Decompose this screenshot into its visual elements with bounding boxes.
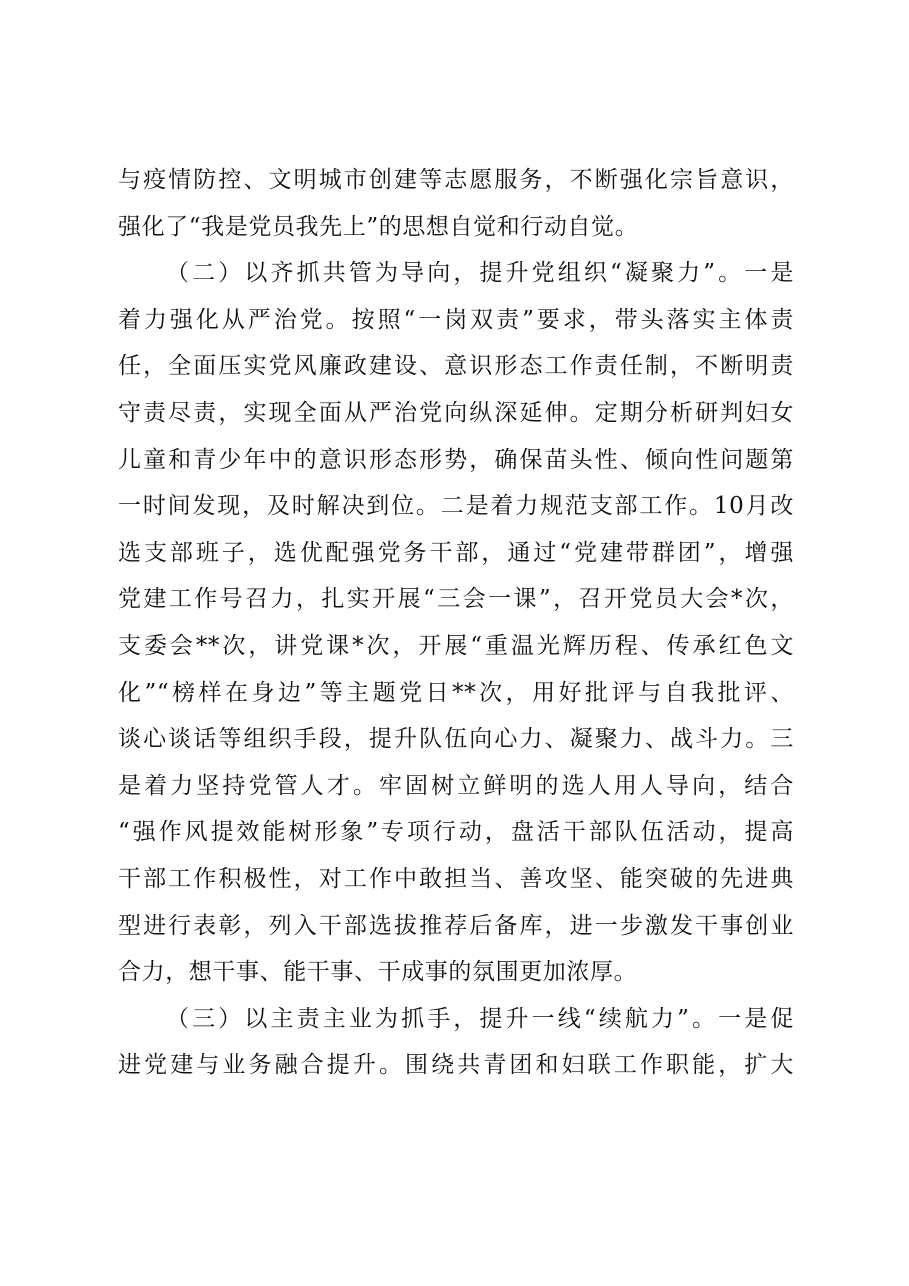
section-heading-line: （二）以齐抓共管为导向，提升党组织“凝聚力”。一是: [166, 260, 794, 287]
text-line: 支委会**次，讲党课*次，开展“重温光辉历程、传承红色文: [118, 632, 794, 659]
text-line: 干部工作积极性，对工作中敢担当、善攻坚、能突破的先进典: [118, 865, 794, 892]
text-line: 着力强化从严治党。按照“一岗双责”要求，带头落实主体责: [118, 306, 794, 333]
text-line: 党建工作号召力，扎实开展“三会一课”，召开党员大会*次，: [118, 586, 794, 613]
document-body: [118, 157, 794, 1089]
text-line: 一时间发现，及时解决到位。二是着力规范支部工作。10月改: [118, 493, 794, 520]
text-line: 选支部班子，选优配强党务干部，通过“党建带群团”，增强: [118, 539, 794, 566]
text-line: 与疫情防控、文明城市创建等志愿服务，不断强化宗旨意识，: [118, 167, 794, 193]
text-line: 任，全面压实党风廉政建设、意识形态工作责任制，不断明责: [118, 353, 794, 380]
text-line: 谈心谈话等组织手段，提升队伍向心力、凝聚力、战斗力。三: [118, 726, 794, 753]
text-line: 守责尽责，实现全面从严治党向纵深延伸。定期分析研判妇女: [118, 399, 794, 426]
text-line: 儿童和青少年中的意识形态形势，确保苗头性、倾向性问题第: [118, 446, 794, 473]
text-line: 是着力坚持党管人才。牢固树立鲜明的选人用人导向，结合: [118, 772, 794, 799]
text-line: 合力，想干事、能干事、干成事的氛围更加浓厚。: [118, 959, 638, 986]
text-line: 强化了“我是党员我先上”的思想自觉和行动自觉。: [118, 213, 639, 240]
text-line: “强作风提效能树形象”专项行动，盘活干部队伍活动，提高: [118, 819, 794, 846]
text-line: 进党建与业务融合提升。围绕共青团和妇联工作职能，扩大: [118, 1052, 794, 1079]
section-heading-line: （三）以主责主业为抓手，提升一线“续航力”。一是促: [166, 1005, 794, 1032]
text-line: 型进行表彰，列入干部选拔推荐后备库，进一步激发干事创业: [118, 912, 794, 939]
text-line: 化”“榜样在身边”等主题党日**次，用好批评与自我批评、: [118, 679, 794, 706]
